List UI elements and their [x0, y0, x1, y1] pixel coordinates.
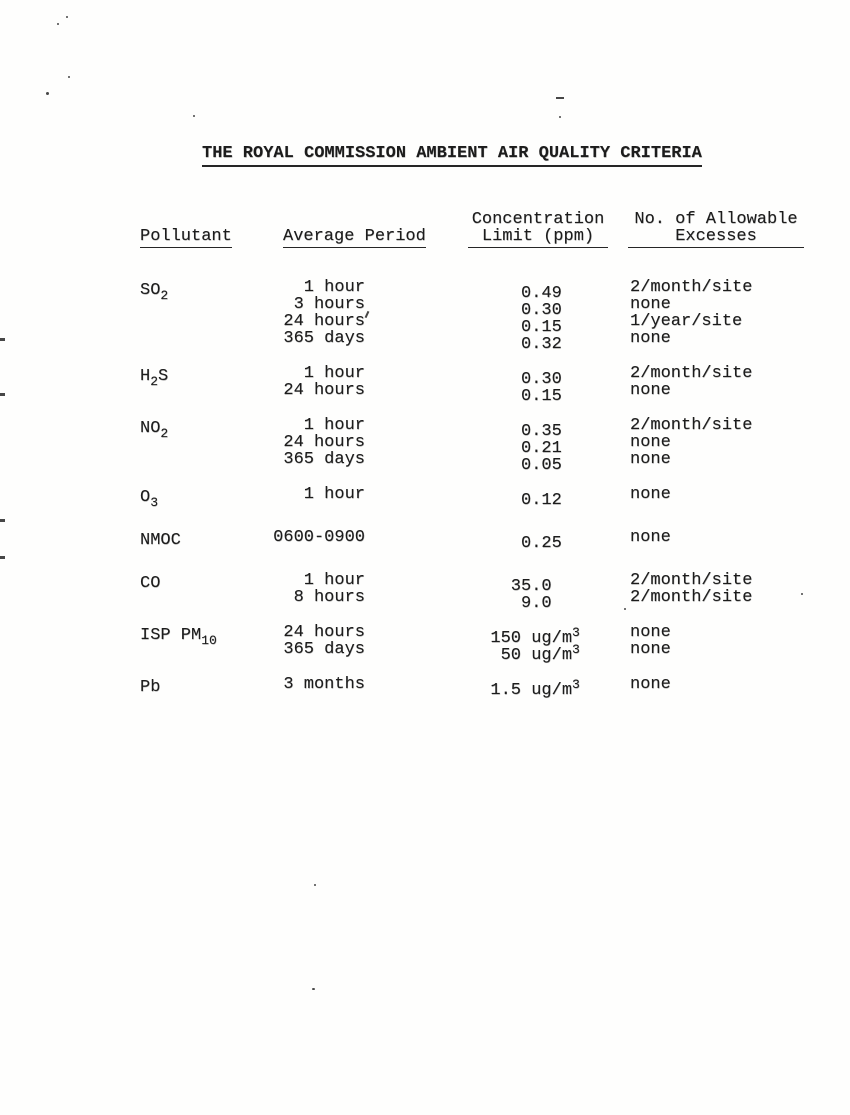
allowable-excesses: none [630, 329, 671, 348]
allowable-excesses: none [630, 485, 671, 504]
limit-value: 0.05 [470, 456, 562, 475]
entries [255, 364, 753, 406]
pollutant-symbol: O [140, 488, 151, 507]
entries [255, 571, 753, 613]
average-period: 365 days [283, 329, 365, 348]
concentration-limit [470, 572, 600, 596]
concentration-limit [470, 417, 600, 441]
column-header-line2: Excesses [628, 228, 804, 248]
limit-exponent: 3 [572, 642, 580, 657]
allowable-excesses: none [630, 623, 671, 642]
limit-exponent: 3 [572, 625, 580, 640]
page-title: THE ROYAL COMMISSION AMBIENT AIR QUALITY CRITERIA [202, 145, 702, 167]
pollutant-group-co [140, 571, 840, 613]
scan-artifact [314, 884, 316, 886]
table-row [255, 364, 753, 389]
concentration-limit [470, 382, 600, 406]
limit-value: 0.15 [470, 387, 562, 406]
average-period: 1 hour [303, 278, 365, 297]
average-period: 0600-0900 [273, 528, 365, 547]
limit-value: 0.12 [470, 491, 562, 510]
scan-artifact [66, 16, 68, 18]
column-header-average-period: Average Period [283, 227, 426, 246]
pollutant-symbol: NO [140, 419, 161, 438]
pollutant-label [140, 572, 255, 606]
criteria-table [140, 279, 840, 719]
scan-artifact [57, 23, 59, 25]
pollutant-subscript: 3 [150, 495, 159, 510]
concentration-limit [470, 529, 600, 553]
table-row [255, 433, 752, 458]
table-row [255, 295, 752, 320]
allowable-excesses: 2/month/site [630, 416, 753, 435]
pollutant-symbol: NMOC [140, 531, 181, 550]
limit-value: 0.15 [470, 318, 562, 337]
pollutant-group-no2 [140, 416, 840, 475]
scan-artifact [556, 97, 564, 99]
concentration-limit [470, 451, 600, 475]
table-row [255, 640, 671, 665]
scan-artifact [312, 988, 315, 990]
average-period: 24 hours [283, 433, 365, 452]
concentration-limit [470, 279, 600, 303]
allowable-excesses: none [630, 381, 671, 400]
average-period: 24 hours [283, 381, 365, 400]
table-row [255, 528, 671, 553]
limit-value: 1.5 ug/m [470, 681, 573, 700]
average-period: 365 days [283, 450, 365, 469]
pollutant-group-h2s [140, 364, 840, 406]
scan-artifact [0, 519, 5, 522]
limit-value: 0.30 [470, 370, 562, 389]
average-period: 1 hour [303, 485, 365, 504]
column-header-concentration-limit [468, 211, 608, 248]
concentration-limit [470, 624, 600, 648]
limit-value: 0.32 [470, 335, 562, 354]
table-row [255, 450, 752, 475]
allowable-excesses: 2/month/site [630, 588, 753, 607]
allowable-excesses: none [630, 640, 671, 659]
table-row [255, 278, 753, 303]
column-header-line2: Limit (ppm) [468, 228, 608, 248]
column-header-allowable-excesses [628, 211, 804, 248]
pollutant-label [140, 279, 255, 347]
limit-value: 0.25 [470, 534, 562, 553]
pollutant-symbol: H [140, 367, 151, 386]
column-header-line1: No. of Allowable [634, 210, 798, 229]
allowable-excesses: 2/month/site [630, 571, 753, 590]
pollutant-group-so2 [140, 278, 840, 354]
average-period: 24 hours [283, 623, 365, 642]
pollutant-group-o3 [140, 486, 840, 511]
pollutant-symbol: Pb [140, 678, 161, 697]
average-period: 3 hours [293, 295, 365, 314]
table-row [255, 329, 752, 354]
table-row [255, 588, 753, 613]
table-row [255, 416, 753, 441]
pollutant-label [140, 417, 255, 468]
allowable-excesses: none [630, 675, 671, 694]
average-period: 24 hours [283, 312, 365, 331]
entries [255, 278, 753, 354]
limit-value: 0.30 [470, 301, 562, 320]
entries [255, 529, 671, 554]
scan-artifact [0, 393, 5, 396]
concentration-limit [470, 365, 600, 389]
entries [255, 676, 671, 701]
table-row [255, 571, 753, 596]
allowable-excesses: 2/month/site [630, 278, 753, 297]
average-period: 1 hour [303, 571, 365, 590]
pollutant-symbol: CO [140, 574, 161, 593]
allowable-excesses: none [630, 433, 671, 452]
limit-value: 0.21 [470, 439, 562, 458]
allowable-excesses: 1/year/site [630, 312, 743, 331]
table-row [255, 312, 752, 337]
pollutant-label [140, 486, 255, 511]
column-header-line1: Concentration [471, 210, 605, 229]
scan-artifact [0, 338, 5, 341]
pollutant-symbol: SO [140, 281, 161, 300]
entries [255, 486, 671, 511]
entries [255, 416, 753, 475]
pollutant-label [140, 365, 255, 399]
pollutant-symbol: ISP PM [140, 626, 202, 645]
pollutant-label [140, 624, 255, 658]
concentration-limit [470, 486, 600, 510]
table-row [255, 485, 671, 510]
average-period: 8 hours [293, 588, 365, 607]
table-row [255, 675, 671, 700]
average-period: 1 hour [303, 416, 365, 435]
entries [255, 623, 671, 665]
scan-artifact [0, 556, 5, 559]
pollutant-subscript: 10 [201, 633, 217, 648]
concentration-limit [470, 676, 600, 700]
table-row [255, 381, 752, 406]
concentration-limit [470, 296, 600, 320]
limit-value: 35.0 [470, 577, 552, 596]
pollutant-group-tsp-pm10 [140, 623, 840, 665]
allowable-excesses: 2/month/site [630, 364, 753, 383]
pollutant-subscript: 2 [160, 288, 169, 303]
allowable-excesses: none [630, 295, 671, 314]
average-period: 3 months [283, 675, 365, 694]
limit-value: 0.49 [470, 284, 562, 303]
pollutant-subscript: 2 [150, 374, 159, 389]
concentration-limit [470, 641, 600, 665]
concentration-limit [470, 589, 600, 613]
pollutant-subscript: 2 [160, 426, 169, 441]
table-row [255, 623, 671, 648]
pollutant-symbol-post: S [158, 367, 169, 386]
limit-value: 150 ug/m [470, 629, 573, 648]
average-period: 365 days [283, 640, 365, 659]
average-period: 1 hour [303, 364, 365, 383]
scan-artifact [559, 116, 561, 118]
limit-value: 0.35 [470, 422, 562, 441]
allowable-excesses: none [630, 450, 671, 469]
scan-artifact [46, 92, 49, 95]
concentration-limit [470, 330, 600, 354]
allowable-excesses: none [630, 528, 671, 547]
pollutant-label [140, 529, 255, 554]
concentration-limit [470, 313, 600, 337]
limit-exponent: 3 [572, 677, 580, 692]
column-header-pollutant: Pollutant [140, 227, 232, 246]
limit-value: 9.0 [470, 594, 552, 613]
scan-artifact [193, 115, 195, 117]
pollutant-group-pb [140, 676, 840, 701]
limit-value: 50 ug/m [470, 646, 573, 665]
scan-artifact [68, 76, 70, 78]
concentration-limit [470, 434, 600, 458]
pollutant-group-nmoc [140, 529, 840, 554]
pollutant-label [140, 676, 255, 701]
